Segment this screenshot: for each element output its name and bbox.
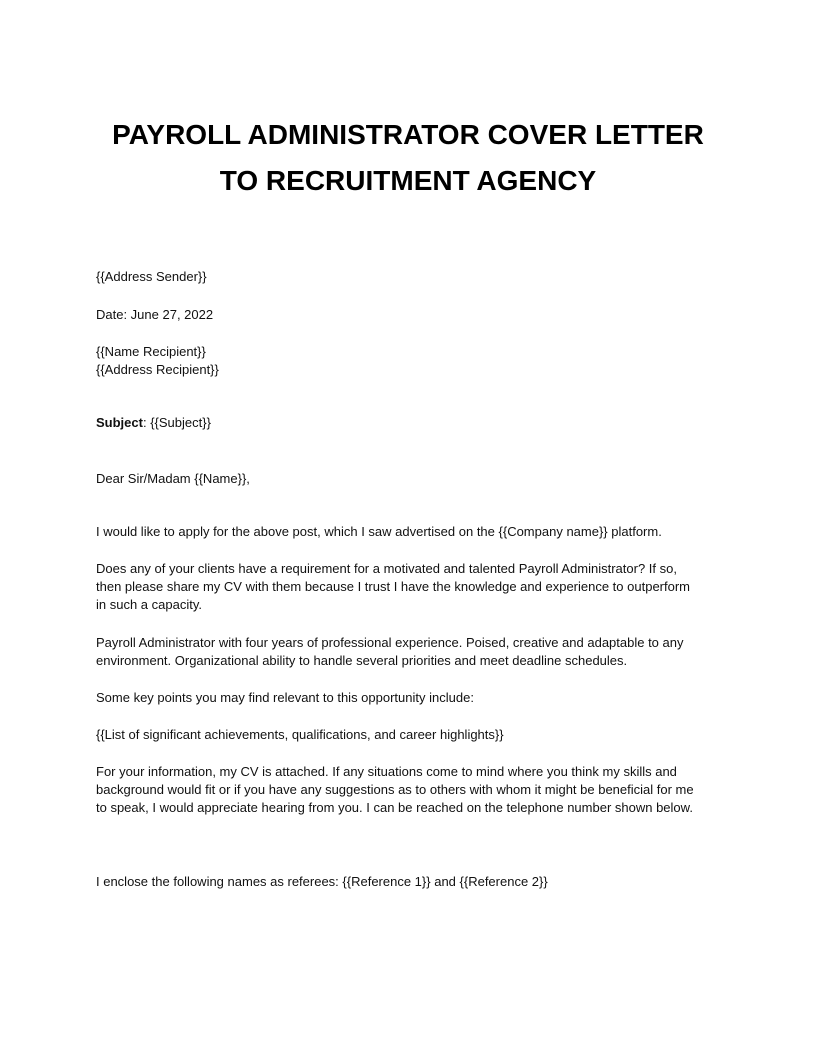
paragraph-line: background would fit or if you have any suggestions as to others with whom it might be beneficial for me xyxy=(96,782,694,797)
paragraph-line: Payroll Administrator with four years of professional experience. Poised, creative and adaptable to any xyxy=(96,635,684,650)
sender-address: {{Address Sender}} xyxy=(96,269,207,284)
paragraph-line: to speak, I would appreciate hearing from you. I can be reached on the telephone number shown below. xyxy=(96,800,693,815)
title-line-2: TO RECRUITMENT AGENCY xyxy=(219,165,597,196)
paragraph-achievements: {{List of significant achievements, qualifications, and career highlights}} xyxy=(96,727,504,742)
paragraph-key-points: Some key points you may find relevant to this opportunity include: xyxy=(96,690,474,705)
title-line-1: PAYROLL ADMINISTRATOR COVER LETTER xyxy=(112,119,704,150)
subject-label: Subject xyxy=(96,415,143,430)
paragraph-request xyxy=(96,560,726,614)
subject-value: : {{Subject}} xyxy=(142,415,211,430)
paragraph-line: For your information, my CV is attached. If any situations come to mind where you think my skills and xyxy=(96,764,677,779)
recipient-name: {{Name Recipient}} xyxy=(96,344,206,359)
subject-line xyxy=(96,414,736,432)
paragraph-line: Does any of your clients have a requirement for a motivated and talented Payroll Administrator? If so, xyxy=(96,561,677,576)
paragraph-line: in such a capacity. xyxy=(96,597,202,612)
paragraph-line: then please share my CV with them because I trust I have the knowledge and experience to outperform xyxy=(96,579,691,594)
paragraph-intro: I would like to apply for the above post, which I saw advertised on the {{Company name}} platform. xyxy=(96,524,662,539)
paragraph-referees: I enclose the following names as referees: {{Reference 1}} and {{Reference 2}} xyxy=(96,874,548,889)
letter-date: Date: June 27, 2022 xyxy=(96,307,214,322)
paragraph-profile xyxy=(96,634,726,670)
document-title xyxy=(96,112,720,204)
paragraph-line: environment. Organizational ability to handle several priorities and meet deadline schedules. xyxy=(96,653,628,668)
recipient-address: {{Address Recipient}} xyxy=(96,362,219,377)
salutation: Dear Sir/Madam {{Name}}, xyxy=(96,471,250,486)
paragraph-cv-attached xyxy=(96,763,726,817)
